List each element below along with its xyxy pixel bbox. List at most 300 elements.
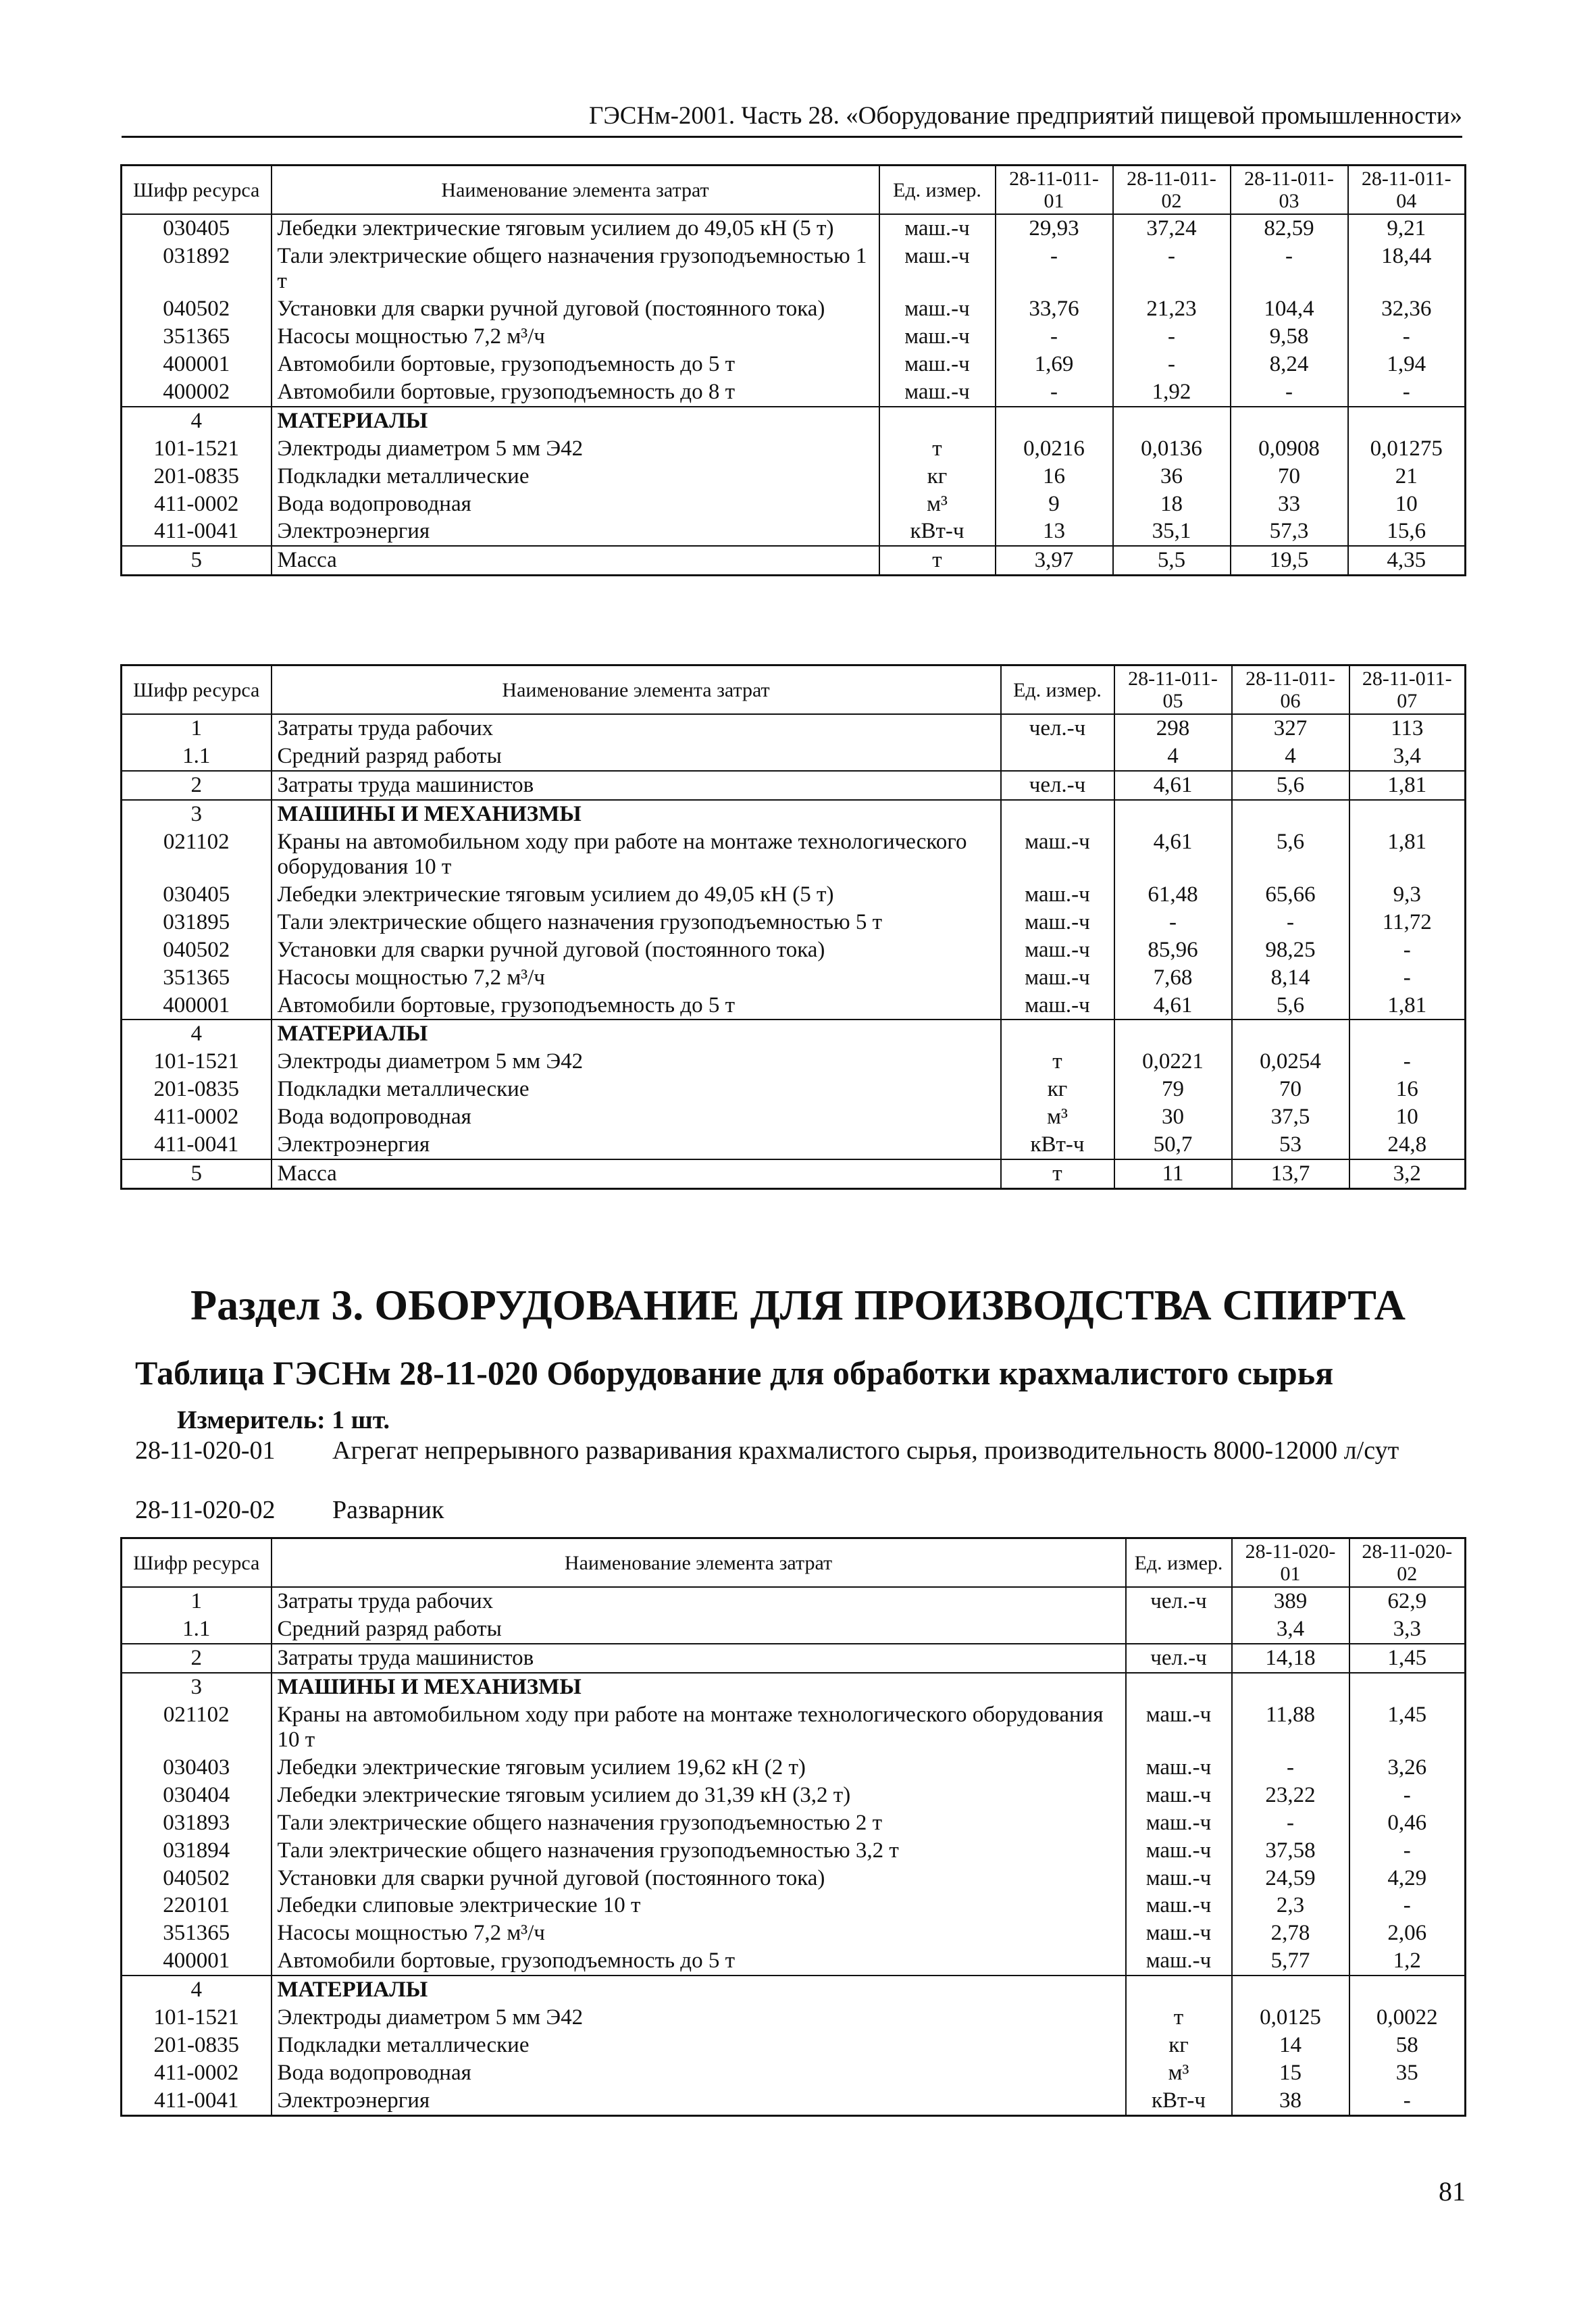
table-header [122,1538,1466,1588]
resource-code: 5 [122,1159,272,1188]
column-header: 28-11-020-01 [1232,1538,1349,1588]
table-row [122,351,1466,378]
unit-cell: маш.-ч [1001,964,1114,992]
unit-cell: маш.-ч [879,323,996,351]
table-row [122,2059,1466,2087]
value-cell: 389 [1232,1587,1349,1615]
resource-code: 4 [122,1976,272,2004]
column-header: 28-11-011-06 [1232,665,1349,715]
unit-cell: м³ [879,491,996,518]
cost-element-name: Автомобили бортовые, грузоподъемность до 8 т [272,378,879,407]
cost-element-name: Масса [272,1159,1001,1188]
resource-code: 201-0835 [122,463,272,491]
value-cell: 33,76 [996,295,1113,323]
value-cell: - [1232,909,1349,936]
unit-cell: маш.-ч [1126,1865,1232,1892]
variant-code: 28-11-020-01 [135,1436,276,1465]
value-cell: 9,21 [1348,214,1466,243]
unit-cell: м³ [1001,1103,1114,1131]
value-cell: 4,35 [1348,546,1466,575]
unit-cell: чел.-ч [1001,771,1114,800]
cost-element-name: Средний разряд работы [272,743,1001,771]
value-cell: 37,5 [1232,1103,1349,1131]
table-row [122,1587,1466,1615]
unit-cell: чел.-ч [1126,1644,1232,1673]
cost-element-name: Подкладки металлические [272,463,879,491]
table-row [122,1644,1466,1673]
table-row [122,992,1466,1020]
unit-cell: маш.-ч [1126,1782,1232,1809]
unit-cell: кВт-ч [1001,1131,1114,1159]
table-row [122,295,1466,323]
unit-cell: т [1126,2004,1232,2032]
table-row [122,463,1466,491]
value-cell: 50,7 [1114,1131,1232,1159]
table-row [122,214,1466,243]
resource-code: 1.1 [122,743,272,771]
resource-code: 031894 [122,1837,272,1865]
table-row [122,771,1466,800]
value-cell [1232,1673,1349,1701]
cost-element-name: МАШИНЫ И МЕХАНИЗМЫ [272,800,1001,828]
variant-text: Агрегат непрерывного разваривания крахмалистого сырья, производительность 8000-12000 л/сут [332,1436,1399,1465]
unit-cell: маш.-ч [879,378,996,407]
cost-element-name: Насосы мощностью 7,2 м³/ч [272,323,879,351]
value-cell: 15 [1232,2059,1349,2087]
table-row [122,1892,1466,1919]
section-title: Раздел 3. ОБОРУДОВАНИЕ ДЛЯ ПРОИЗВОДСТВА СПИРТА [190,1281,1406,1329]
unit-cell: чел.-ч [1001,714,1114,743]
value-cell: 16 [996,463,1113,491]
value-cell: 5,6 [1232,828,1349,881]
value-cell: 35,1 [1113,518,1231,546]
resource-code: 030404 [122,1782,272,1809]
value-cell [1232,800,1349,828]
unit-cell [1001,800,1114,828]
unit-cell: маш.-ч [1126,1947,1232,1976]
unit-cell: чел.-ч [1126,1587,1232,1615]
unit-cell: маш.-ч [1126,1701,1232,1754]
value-cell: 0,0136 [1113,435,1231,463]
table-row [122,1947,1466,1976]
value-cell: 98,25 [1232,936,1349,964]
unit-cell [1001,1020,1114,1048]
table-title: Таблица ГЭСНм 28-11-020 Оборудование для обработки крахмалистого сырья [135,1354,1334,1392]
cost-element-name: Установки для сварки ручной дуговой (постоянного тока) [272,295,879,323]
unit-cell: маш.-ч [1001,909,1114,936]
cost-element-name: Автомобили бортовые, грузоподъемность до 5 т [272,351,879,378]
value-cell: 37,58 [1232,1837,1349,1865]
table-row [122,1103,1466,1131]
value-cell: - [996,323,1113,351]
value-cell: - [1348,323,1466,351]
unit-cell: маш.-ч [1126,1837,1232,1865]
variant-text: Разварник [332,1496,444,1524]
value-cell: 4 [1114,743,1232,771]
value-cell: - [1348,378,1466,407]
value-cell: 21,23 [1113,295,1231,323]
value-cell: 8,24 [1231,351,1348,378]
value-cell: 3,4 [1349,743,1466,771]
value-cell [996,407,1113,435]
value-cell: 4,61 [1114,828,1232,881]
value-cell: 113 [1349,714,1466,743]
cost-element-name: Установки для сварки ручной дуговой (постоянного тока) [272,936,1001,964]
resource-code: 040502 [122,295,272,323]
value-cell: 4,61 [1114,771,1232,800]
resource-code: 3 [122,800,272,828]
table-row [122,881,1466,909]
value-cell: 70 [1231,463,1348,491]
cost-element-name: Тали электрические общего назначения грузоподъемностью 1 т [272,243,879,295]
resource-code: 040502 [122,936,272,964]
resource-code: 101-1521 [122,435,272,463]
value-cell: 10 [1349,1103,1466,1131]
unit-cell: маш.-ч [1001,936,1114,964]
table-row [122,1048,1466,1076]
resource-code: 3 [122,1673,272,1701]
column-header: 28-11-011-04 [1348,166,1466,215]
value-cell [1114,800,1232,828]
value-cell: 37,24 [1113,214,1231,243]
table-row [122,1865,1466,1892]
table-row [122,800,1466,828]
value-cell: 2,06 [1349,1919,1466,1947]
value-cell: 24,59 [1232,1865,1349,1892]
cost-element-name: Краны на автомобильном ходу при работе на монтаже технологического оборудования 10 т [272,828,1001,881]
value-cell: 1,45 [1349,1644,1466,1673]
value-cell: 1,92 [1113,378,1231,407]
unit-cell: маш.-ч [1001,881,1114,909]
meter-label: Измеритель: 1 шт. [177,1406,390,1434]
resource-code: 411-0041 [122,2087,272,2115]
resource-code: 1 [122,1587,272,1615]
table-row [122,1976,1466,2004]
table-row [122,1076,1466,1103]
value-cell: - [1349,1837,1466,1865]
resource-code: 220101 [122,1892,272,1919]
cost-element-name: Лебедки электрические тяговым усилием до 49,05 кН (5 т) [272,214,879,243]
table-row [122,1701,1466,1754]
cost-element-name: Электроды диаметром 5 мм Э42 [272,2004,1126,2032]
unit-cell [1001,743,1114,771]
value-cell: 5,5 [1113,546,1231,575]
running-header: ГЭСНм-2001. Часть 28. «Оборудование предприятий пищевой промышленности» [122,101,1462,138]
cost-element-name: Вода водопроводная [272,2059,1126,2087]
resource-table-011-05-07 [120,664,1466,1190]
cost-element-name: МАТЕРИАЛЫ [272,1976,1126,2004]
value-cell [1349,800,1466,828]
table-header [122,665,1466,715]
column-header: Ед. измер. [1126,1538,1232,1588]
table-row [122,828,1466,881]
resource-table-020 [120,1537,1466,2117]
value-cell: 15,6 [1348,518,1466,546]
value-cell: 38 [1232,2087,1349,2115]
table-row [122,743,1466,771]
unit-cell: маш.-ч [879,243,996,295]
table-row [122,1159,1466,1188]
resource-code: 411-0041 [122,1131,272,1159]
table-row [122,2004,1466,2032]
value-cell: 0,0022 [1349,2004,1466,2032]
resource-code: 030405 [122,214,272,243]
resource-code: 101-1521 [122,1048,272,1076]
table-row [122,518,1466,546]
column-header: Ед. измер. [1001,665,1114,715]
unit-cell: кг [1126,2032,1232,2059]
value-cell: 35 [1349,2059,1466,2087]
unit-cell: маш.-ч [879,351,996,378]
value-cell: 3,97 [996,546,1113,575]
value-cell: 1,94 [1348,351,1466,378]
resource-code: 031892 [122,243,272,295]
cost-element-name: Насосы мощностью 7,2 м³/ч [272,964,1001,992]
value-cell: 33 [1231,491,1348,518]
unit-cell: кг [1001,1076,1114,1103]
value-cell [1114,1020,1232,1048]
cost-element-name: Установки для сварки ручной дуговой (постоянного тока) [272,1865,1126,1892]
unit-cell [1126,1976,1232,2004]
value-cell: 1,69 [996,351,1113,378]
value-cell [1231,407,1348,435]
table-row [122,714,1466,743]
table-row [122,1782,1466,1809]
value-cell: 0,0221 [1114,1048,1232,1076]
value-cell: - [1232,1809,1349,1837]
resource-code: 4 [122,1020,272,1048]
table-row [122,1131,1466,1159]
value-cell: 9,3 [1349,881,1466,909]
unit-cell: кг [879,463,996,491]
resource-code: 031895 [122,909,272,936]
cost-element-name: Лебедки электрические тяговым усилием до 31,39 кН (3,2 т) [272,1782,1126,1809]
resource-code: 351365 [122,1919,272,1947]
value-cell: 1,2 [1349,1947,1466,1976]
value-cell: 0,0216 [996,435,1113,463]
table-row [122,1837,1466,1865]
value-cell: - [1349,936,1466,964]
value-cell: 0,0254 [1232,1048,1349,1076]
value-cell: 3,2 [1349,1159,1466,1188]
cost-element-name: Затраты труда рабочих [272,1587,1126,1615]
resource-code: 021102 [122,828,272,881]
table-row [122,1673,1466,1701]
value-cell: 1,81 [1349,771,1466,800]
value-cell: 9,58 [1231,323,1348,351]
unit-cell: маш.-ч [1001,992,1114,1020]
value-cell: 10 [1348,491,1466,518]
page-number: 81 [1439,2176,1466,2207]
table-row [122,1020,1466,1048]
value-cell: 16 [1349,1076,1466,1103]
cost-element-name: Лебедки электрические тяговым усилием 19,62 кН (2 т) [272,1754,1126,1782]
column-header: Наименование элемента затрат [272,1538,1126,1588]
table-row [122,936,1466,964]
resource-code: 411-0041 [122,518,272,546]
value-cell: - [1349,1048,1466,1076]
value-cell: 14 [1232,2032,1349,2059]
value-cell: 11,88 [1232,1701,1349,1754]
value-cell: - [1114,909,1232,936]
value-cell: 3,4 [1232,1615,1349,1644]
resource-code: 101-1521 [122,2004,272,2032]
cost-element-name: Затраты труда рабочих [272,714,1001,743]
value-cell [1232,1020,1349,1048]
value-cell: - [1349,2087,1466,2115]
value-cell: 2,3 [1232,1892,1349,1919]
resource-code: 400001 [122,351,272,378]
value-cell: - [996,378,1113,407]
resource-code: 031893 [122,1809,272,1837]
value-cell [1349,1673,1466,1701]
cost-element-name: Автомобили бортовые, грузоподъемность до 5 т [272,992,1001,1020]
cost-element-name: Затраты труда машинистов [272,1644,1126,1673]
unit-cell: маш.-ч [1126,1919,1232,1947]
table-row [122,964,1466,992]
cost-element-name: Электроды диаметром 5 мм Э42 [272,1048,1001,1076]
unit-cell: маш.-ч [1001,828,1114,881]
resource-code: 201-0835 [122,1076,272,1103]
cost-element-name: Тали электрические общего назначения грузоподъемностью 5 т [272,909,1001,936]
unit-cell: маш.-ч [879,214,996,243]
value-cell: 19,5 [1231,546,1348,575]
value-cell: 298 [1114,714,1232,743]
unit-cell: м³ [1126,2059,1232,2087]
column-header: Шифр ресурса [122,1538,272,1588]
cost-element-name: Вода водопроводная [272,491,879,518]
column-header: Шифр ресурса [122,166,272,215]
value-cell: 85,96 [1114,936,1232,964]
unit-cell: кВт-ч [1126,2087,1232,2115]
value-cell: 0,46 [1349,1809,1466,1837]
table-row [122,909,1466,936]
cost-element-name: Затраты труда машинистов [272,771,1001,800]
resource-code: 040502 [122,1865,272,1892]
variant-code: 28-11-020-02 [135,1496,276,1524]
unit-cell [1126,1673,1232,1701]
unit-cell: т [879,435,996,463]
cost-element-name: Краны на автомобильном ходу при работе на монтаже технологического оборудования 10 т [272,1701,1126,1754]
table-header [122,166,1466,215]
value-cell: 3,3 [1349,1615,1466,1644]
table-row [122,1615,1466,1644]
value-cell [1348,407,1466,435]
cost-element-name: Тали электрические общего назначения грузоподъемностью 3,2 т [272,1837,1126,1865]
resource-code: 1.1 [122,1615,272,1644]
unit-cell: кВт-ч [879,518,996,546]
value-cell: 23,22 [1232,1782,1349,1809]
value-cell: 18,44 [1348,243,1466,295]
table-row [122,243,1466,295]
value-cell: 24,8 [1349,1131,1466,1159]
value-cell: 0,01275 [1348,435,1466,463]
column-header: 28-11-011-05 [1114,665,1232,715]
value-cell: - [1231,243,1348,295]
resource-code: 2 [122,771,272,800]
value-cell: 70 [1232,1076,1349,1103]
cost-element-name: МАТЕРИАЛЫ [272,1020,1001,1048]
value-cell: 11,72 [1349,909,1466,936]
value-cell: 5,6 [1232,992,1349,1020]
value-cell: 79 [1114,1076,1232,1103]
value-cell: 32,36 [1348,295,1466,323]
column-header: 28-11-020-02 [1349,1538,1466,1588]
value-cell: - [1232,1754,1349,1782]
value-cell: 13 [996,518,1113,546]
value-cell: 14,18 [1232,1644,1349,1673]
column-header: 28-11-011-02 [1113,166,1231,215]
cost-element-name: МАШИНЫ И МЕХАНИЗМЫ [272,1673,1126,1701]
table-row [122,2032,1466,2059]
cost-element-name: Подкладки металлические [272,1076,1001,1103]
value-cell: 4 [1232,743,1349,771]
cost-element-name: Электроэнергия [272,1131,1001,1159]
cost-element-name: Электроды диаметром 5 мм Э42 [272,435,879,463]
value-cell: 30 [1114,1103,1232,1131]
resource-code: 411-0002 [122,1103,272,1131]
value-cell: 36 [1113,463,1231,491]
value-cell: 4,61 [1114,992,1232,1020]
resource-code: 351365 [122,323,272,351]
resource-code: 400001 [122,992,272,1020]
value-cell: 104,4 [1231,295,1348,323]
value-cell: 0,0908 [1231,435,1348,463]
value-cell: 4,29 [1349,1865,1466,1892]
resource-code: 030405 [122,881,272,909]
value-cell: 9 [996,491,1113,518]
resource-code: 2 [122,1644,272,1673]
column-header: Шифр ресурса [122,665,272,715]
value-cell: 11 [1114,1159,1232,1188]
value-cell: 5,77 [1232,1947,1349,1976]
value-cell: 0,0125 [1232,2004,1349,2032]
resource-code: 411-0002 [122,491,272,518]
table-row [122,1754,1466,1782]
cost-element-name: Автомобили бортовые, грузоподъемность до 5 т [272,1947,1126,1976]
unit-cell: маш.-ч [879,295,996,323]
cost-element-name: Средний разряд работы [272,1615,1126,1644]
table-row [122,1919,1466,1947]
column-header: Наименование элемента затрат [272,166,879,215]
value-cell: 82,59 [1231,214,1348,243]
table-row [122,323,1466,351]
cost-element-name: Электроэнергия [272,518,879,546]
unit-cell: т [1001,1159,1114,1188]
table-row [122,435,1466,463]
resource-code: 030403 [122,1754,272,1782]
table-row [122,2087,1466,2115]
value-cell [1349,1020,1466,1048]
value-cell: 58 [1349,2032,1466,2059]
value-cell: - [1231,378,1348,407]
column-header: Наименование элемента затрат [272,665,1001,715]
value-cell: 2,78 [1232,1919,1349,1947]
table-row [122,407,1466,435]
value-cell: 65,66 [1232,881,1349,909]
cost-element-name: Вода водопроводная [272,1103,1001,1131]
unit-cell [879,407,996,435]
resource-code: 400002 [122,378,272,407]
table-row [122,491,1466,518]
resource-code: 201-0835 [122,2032,272,2059]
value-cell: 327 [1232,714,1349,743]
column-header: 28-11-011-03 [1231,166,1348,215]
resource-table-011-01-04 [120,164,1466,576]
value-cell: 62,9 [1349,1587,1466,1615]
cost-element-name: Тали электрические общего назначения грузоподъемностью 2 т [272,1809,1126,1837]
value-cell: - [1113,323,1231,351]
